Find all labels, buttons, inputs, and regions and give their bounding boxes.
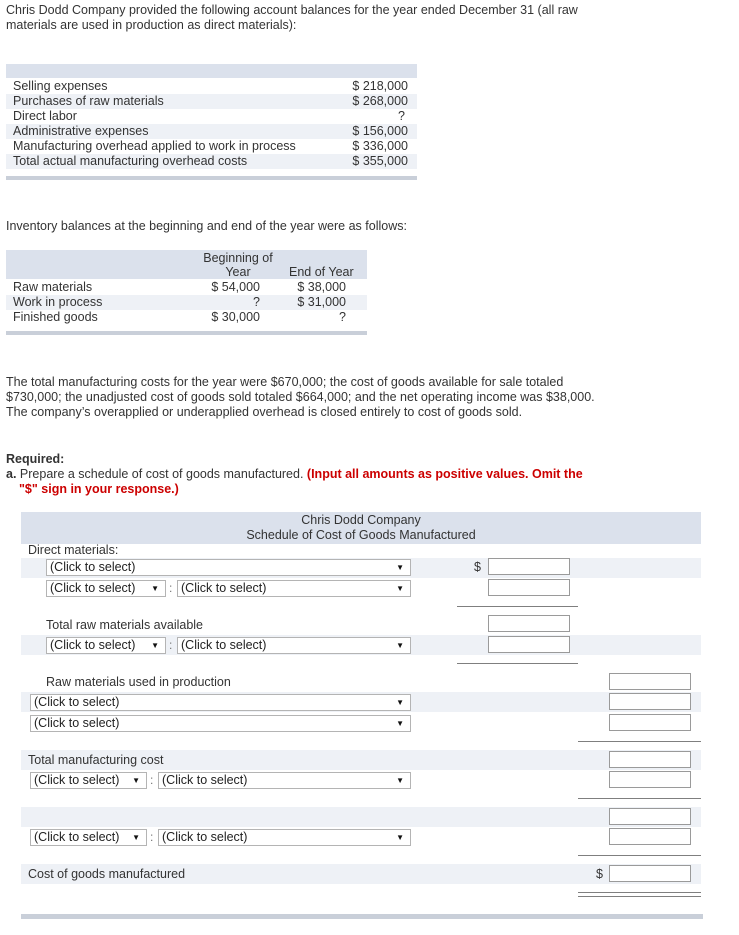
- select-cost-row2[interactable]: [30, 715, 411, 732]
- amount-input-total-mfg[interactable]: [609, 751, 691, 768]
- inventory-col-end: End of Year: [289, 265, 354, 279]
- schedule-company: Chris Dodd Company: [301, 513, 421, 527]
- inventory-label-raw: Raw materials: [13, 280, 93, 294]
- paragraph-line-2: $730,000; the unadjusted cost of goods sold totaled $664,000; and the net operating income was $38,000.: [6, 390, 595, 404]
- colon-separator: :: [150, 830, 154, 844]
- amount-input-wip2[interactable]: [609, 828, 691, 845]
- inventory-begin-fg: $ 30,000: [211, 310, 260, 324]
- select-wip-row2-account[interactable]: [158, 829, 411, 846]
- inventory-intro: Inventory balances at the beginning and end of the year were as follows:: [6, 219, 407, 233]
- select-dm-row2-account-value: (Click to select): [181, 581, 267, 595]
- required-instruction-1: (Input all amounts as positive values. Omit the: [306, 467, 583, 481]
- balance-label-overhead-applied: Manufacturing overhead applied to work in process: [13, 139, 296, 153]
- chevron-down-icon: ▼: [396, 776, 404, 785]
- balance-value-overhead-applied: $ 336,000: [352, 139, 408, 153]
- balance-label-purchases: Purchases of raw materials: [13, 94, 164, 108]
- amount-input-subtotal[interactable]: [609, 808, 691, 825]
- amount-input-total-raw[interactable]: [488, 615, 570, 632]
- select-dm-row2-op-value: (Click to select): [50, 581, 136, 595]
- colon-separator: :: [169, 581, 173, 595]
- select-cost-row1[interactable]: [30, 694, 411, 711]
- required-item-text: Prepare a schedule of cost of goods manufactured.: [19, 467, 304, 481]
- select-wip-row2-op[interactable]: [30, 829, 147, 846]
- inventory-begin-raw: $ 54,000: [211, 280, 260, 294]
- chevron-down-icon: ▼: [151, 641, 159, 650]
- amount-input-raw-used[interactable]: [609, 673, 691, 690]
- balance-value-admin: $ 156,000: [352, 124, 408, 138]
- select-wip-row1-op-value: (Click to select): [34, 773, 120, 787]
- balance-label-direct-labor: Direct labor: [13, 109, 77, 123]
- colon-separator: :: [150, 773, 154, 787]
- amount-input-cost2[interactable]: [609, 714, 691, 731]
- chevron-down-icon: ▼: [396, 584, 404, 593]
- chevron-down-icon: ▼: [396, 698, 404, 707]
- total-raw-materials-label: Total raw materials available: [46, 618, 204, 632]
- select-dm-row2-account[interactable]: [177, 580, 411, 597]
- paragraph-line-1: The total manufacturing costs for the year were $670,000; the cost of goods available for sale totaled: [6, 375, 564, 389]
- schedule-title: Schedule of Cost of Goods Manufactured: [246, 528, 476, 542]
- subtotal-rule-4: [578, 798, 701, 799]
- balance-label-actual-overhead: Total actual manufacturing overhead costs: [13, 154, 248, 168]
- intro-line-2: materials are used in production as direct materials):: [6, 18, 297, 32]
- colon-separator: :: [169, 638, 173, 652]
- amount-input-cost1[interactable]: [609, 693, 691, 710]
- inventory-col-begin-line2: Year: [225, 265, 251, 279]
- subtotal-rule-5: [578, 855, 701, 856]
- total-manufacturing-cost-label: Total manufacturing cost: [28, 753, 164, 767]
- amount-input-dm3[interactable]: [488, 636, 570, 653]
- schedule-bottom-bar: [21, 914, 703, 919]
- total-double-rule-top: [578, 892, 701, 893]
- inventory-col-begin-line1: Beginning of: [203, 251, 273, 265]
- select-cost-row1-value: (Click to select): [34, 695, 120, 709]
- raw-materials-used-label: Raw materials used in production: [46, 675, 231, 689]
- subtotal-rule-2: [457, 663, 578, 664]
- inventory-end-raw: $ 38,000: [297, 280, 346, 294]
- total-double-rule-bottom: [578, 896, 701, 897]
- inventory-label-wip: Work in process: [13, 295, 103, 309]
- balance-value-direct-labor: ?: [398, 109, 405, 123]
- chevron-down-icon: ▼: [396, 641, 404, 650]
- select-wip-row1-account[interactable]: [158, 772, 411, 789]
- paragraph-line-3: The company’s overapplied or underapplied overhead is closed entirely to cost of goods sold.: [6, 405, 523, 419]
- select-dm-row3-op[interactable]: [46, 637, 166, 654]
- cogm-label: Cost of goods manufactured: [28, 867, 186, 881]
- inventory-end-wip: $ 31,000: [297, 295, 346, 309]
- chevron-down-icon: ▼: [396, 563, 404, 572]
- required-heading: Required:: [6, 452, 65, 466]
- select-dm-row3-account[interactable]: [177, 637, 411, 654]
- balance-value-purchases: $ 268,000: [352, 94, 408, 108]
- balance-value-actual-overhead: $ 355,000: [352, 154, 408, 168]
- amount-input-cogm[interactable]: [609, 865, 691, 882]
- select-wip-row1-op[interactable]: [30, 772, 147, 789]
- select-dm-row3-account-value: (Click to select): [181, 638, 267, 652]
- inventory-label-fg: Finished goods: [13, 310, 98, 324]
- select-wip-row1-account-value: (Click to select): [162, 773, 248, 787]
- chevron-down-icon: ▼: [132, 833, 140, 842]
- inventory-begin-wip: ?: [253, 295, 260, 309]
- amount-input-dm2[interactable]: [488, 579, 570, 596]
- direct-materials-label: Direct materials:: [28, 543, 119, 557]
- required-item-prefix: a.: [6, 467, 17, 481]
- select-cost-row2-value: (Click to select): [34, 716, 120, 730]
- inventory-end-fg: ?: [339, 310, 346, 324]
- select-dm-row2-op[interactable]: [46, 580, 166, 597]
- chevron-down-icon: ▼: [151, 584, 159, 593]
- dollar-sign-1: $: [474, 560, 481, 574]
- amount-input-wip1[interactable]: [609, 771, 691, 788]
- subtotal-rule-1: [457, 606, 578, 607]
- select-wip-row2-op-value: (Click to select): [34, 830, 120, 844]
- subtotal-rule-3: [578, 741, 701, 742]
- balance-label-admin: Administrative expenses: [13, 124, 149, 138]
- select-dm-row3-op-value: (Click to select): [50, 638, 136, 652]
- amount-input-dm1[interactable]: [488, 558, 570, 575]
- balance-label-selling: Selling expenses: [13, 79, 108, 93]
- balance-value-selling: $ 218,000: [352, 79, 408, 93]
- select-dm-row1[interactable]: [46, 559, 411, 576]
- select-dm-row1-value: (Click to select): [50, 560, 136, 574]
- chevron-down-icon: ▼: [396, 719, 404, 728]
- intro-line-1: Chris Dodd Company provided the following account balances for the year ended December 31 (all raw: [6, 3, 578, 17]
- required-instruction-2: "$" sign in your response.): [19, 482, 179, 496]
- required-item: [6, 467, 583, 481]
- chevron-down-icon: ▼: [132, 776, 140, 785]
- select-wip-row2-account-value: (Click to select): [162, 830, 248, 844]
- dollar-sign-2: $: [596, 867, 603, 881]
- chevron-down-icon: ▼: [396, 833, 404, 842]
